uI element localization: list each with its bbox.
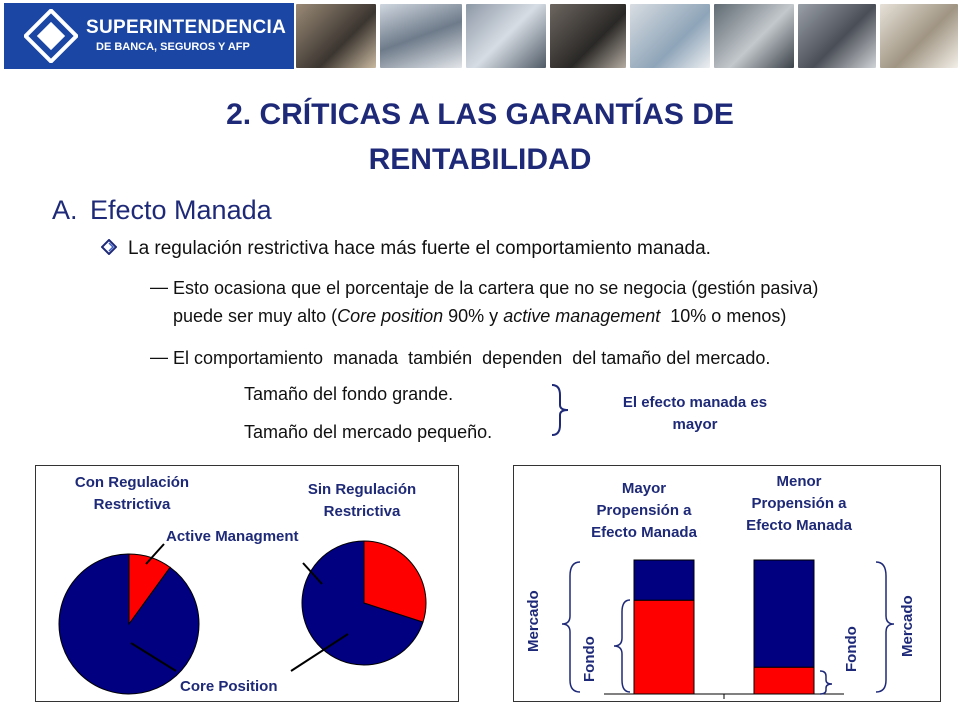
photo-card [296, 4, 376, 68]
photo-meeting [798, 4, 876, 68]
factor-fund-size: Tamaño del fondo grande. [244, 384, 454, 404]
right-brace-icon [548, 383, 578, 437]
label-without-regulation-line-2: Restrictiva [323, 503, 401, 520]
label-with-regulation-line-1: Con Regulación [74, 474, 190, 491]
title-line-1: 2. CRÍTICAS A LAS GARANTÍAS DE [226, 98, 734, 131]
diamond-bullet-icon [101, 239, 117, 255]
label-mayor-line-2: Propensión a [596, 502, 692, 519]
label-fondo-right: Fondo [843, 626, 860, 672]
label-fondo-left: Fondo [581, 636, 598, 682]
brace-note-line-1: El efecto manada es [622, 394, 768, 411]
section-title: Efecto Manada [90, 195, 272, 225]
dash-icon: — [150, 277, 168, 297]
pie-charts [36, 466, 458, 701]
label-mercado-right: Mercado [899, 595, 916, 657]
pie-panel [35, 465, 459, 702]
brace-fondo-left [614, 600, 630, 692]
brace-mercado-left [562, 562, 580, 692]
logo-text-main: SUPERINTENDENCIA [86, 17, 287, 38]
subpoint-1-text-e: 10% o menos) [660, 306, 787, 326]
pie-1-slice-core-position [59, 554, 199, 694]
label-without-regulation-line-1: Sin Regulación [307, 481, 417, 498]
brace-note-line-2: mayor [672, 416, 718, 433]
brace-mercado-right [876, 562, 894, 692]
header-banner [0, 0, 960, 72]
brace-fondo-right [820, 671, 832, 694]
label-menor-line-2: Propensión a [751, 495, 847, 512]
title-line-2: RENTABILIDAD [368, 143, 592, 176]
label-with-regulation-line-2: Restrictiva [93, 496, 171, 513]
label-menor-line-1: Menor [776, 473, 822, 490]
factor-market-size: Tamaño del mercado pequeño. [244, 422, 493, 442]
logo-text-sub: DE BANCA, SEGUROS Y AFP [96, 41, 250, 53]
subpoint-2: El comportamiento manada también dependen del tamaño del mercado. [173, 348, 771, 368]
dash-icon: — [150, 347, 168, 367]
brace-note [590, 392, 800, 436]
subpoint-1-text-c: 90% y [443, 306, 504, 326]
label-mayor-line-1: Mayor [621, 480, 667, 497]
bar-1-mercado [634, 560, 694, 600]
bar-2-fondo [754, 667, 814, 694]
label-core-position: Core Position [180, 678, 278, 695]
subpoint-1-line-2 [173, 302, 933, 330]
label-active-managment: Active Managment [166, 528, 299, 545]
subpoint-1-text-a: puede ser muy alto ( [173, 306, 338, 326]
core-position-term: Core position [337, 306, 444, 326]
section-letter: A. [52, 195, 78, 225]
bar-chart [514, 466, 940, 701]
active-management-term: active management [503, 306, 661, 326]
logo-diamond-icon [24, 9, 78, 63]
photo-writing [880, 4, 958, 68]
bar-panel [513, 465, 941, 702]
label-mercado-left: Mercado [525, 590, 542, 652]
photo-cards [714, 4, 794, 68]
bullet-text: La regulación restrictiva hace más fuerte el comportamiento manada. [128, 238, 711, 259]
label-menor-line-3: Efecto Manada [746, 517, 852, 534]
photo-handshake [550, 4, 626, 68]
bar-2-mercado [754, 560, 814, 667]
subpoint-1-line-1: Esto ocasiona que el porcentaje de la cartera que no se negocia (gestión pasiva) [173, 278, 819, 298]
page-title [60, 92, 900, 182]
subpoint-1 [173, 274, 933, 330]
photo-keyboard [466, 4, 546, 68]
photo-building [380, 4, 462, 68]
label-mayor-line-3: Efecto Manada [591, 524, 697, 541]
photo-money [630, 4, 710, 68]
bar-1-fondo [634, 600, 694, 694]
